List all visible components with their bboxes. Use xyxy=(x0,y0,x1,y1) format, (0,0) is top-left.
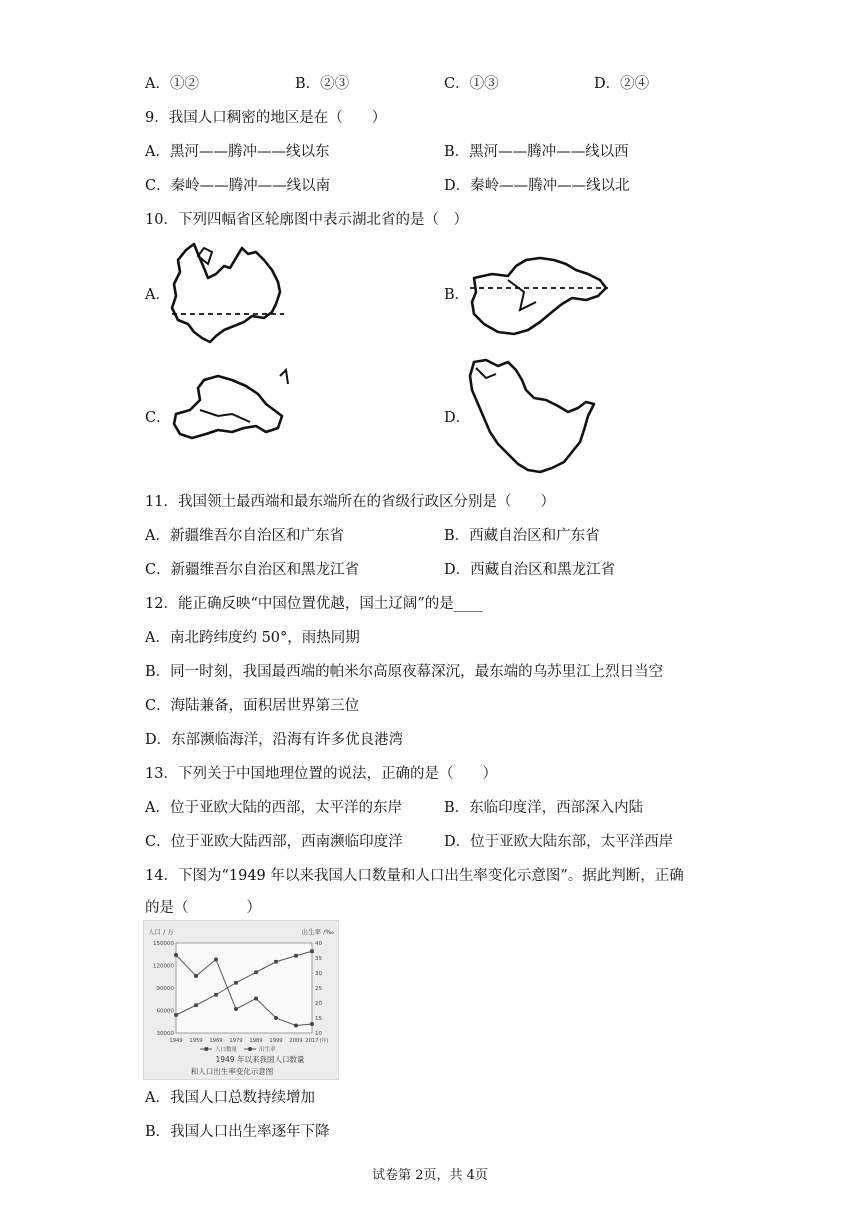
legend-label-birth-rate: 出生率 xyxy=(259,1047,276,1053)
population-point xyxy=(274,960,278,964)
x-tick-label: 2009 xyxy=(289,1038,303,1044)
q13-stem: 13．下列关于中国地理位置的说法，正确的是（ ） xyxy=(145,766,497,782)
y-right-tick-label: 40 xyxy=(315,941,322,947)
y-left-tick-label: 60000 xyxy=(156,1008,174,1015)
q12-option-c: C．海陆兼备，面积居世界第三位 xyxy=(145,698,360,714)
map-outline-c xyxy=(170,366,292,446)
y-right-axis-label: 出生率 /‰ xyxy=(301,928,334,936)
q11-option-b: B．西藏自治区和广东省 xyxy=(444,528,600,544)
q13-option-c: C．位于亚欧大陆西部，西南濒临印度洋 xyxy=(145,834,403,850)
y-left-tick-label: 150000 xyxy=(153,941,174,947)
y-right-tick-label: 15 xyxy=(315,1016,322,1022)
q13-option-a: A．位于亚欧大陆的西部，太平洋的东岸 xyxy=(145,800,402,816)
q8-option-a: A．①② xyxy=(145,76,199,92)
x-axis-unit: (年) xyxy=(319,1038,329,1044)
q12-option-a: A．南北跨纬度约 50°，雨热同期 xyxy=(145,630,360,646)
birth-rate-point xyxy=(254,997,258,1001)
x-tick-label: 1989 xyxy=(249,1038,263,1044)
x-tick-label: 1999 xyxy=(269,1038,283,1044)
q9-option-d: D．秦岭——腾冲——线以北 xyxy=(444,178,630,194)
birth-rate-point xyxy=(194,974,198,978)
x-tick-label: 1969 xyxy=(209,1038,223,1044)
population-point xyxy=(294,954,298,958)
y-right-tick-label: 30 xyxy=(315,971,322,977)
y-right-tick-label: 25 xyxy=(315,986,322,992)
q8-option-c: C．①③ xyxy=(444,76,499,92)
birth-rate-point xyxy=(234,1007,238,1011)
population-point xyxy=(174,1013,178,1017)
plot-area xyxy=(176,943,312,1033)
q14-option-b: B．我国人口出生率逐年下降 xyxy=(145,1124,330,1140)
chart-caption-line1: 1949 年以来我国人口数量 xyxy=(215,1055,305,1064)
y-left-axis-label: 人口 / 万 xyxy=(148,928,174,936)
map-outline-b xyxy=(468,252,610,340)
x-tick-label: 1949 xyxy=(169,1038,183,1044)
population-chart xyxy=(143,920,339,1080)
y-left-tick-label: 30000 xyxy=(156,1031,174,1037)
q9-option-a: A．黑河——腾冲——线以东 xyxy=(145,144,330,160)
y-right-tick-label: 35 xyxy=(315,956,322,962)
y-left-tick-label: 90000 xyxy=(156,986,174,992)
legend-marker-population xyxy=(205,1047,209,1051)
y-left-tick-label: 120000 xyxy=(153,963,174,970)
birth-rate-point xyxy=(274,1016,278,1020)
q8-option-d: D．②④ xyxy=(594,76,650,92)
legend-label-population: 人口数量 xyxy=(215,1047,238,1053)
y-right-tick-label: 10 xyxy=(315,1031,322,1037)
q14-stem-line2: 的是（ ） xyxy=(145,900,261,916)
q11-option-a: A．新疆维吾尔自治区和广东省 xyxy=(145,528,344,544)
q12-option-d: D．东部濒临海洋，沿海有许多优良港湾 xyxy=(145,732,404,748)
birth-rate-point xyxy=(310,1022,314,1026)
q10-option-b-label: B． xyxy=(444,287,470,303)
x-tick-label: 2017 xyxy=(305,1038,319,1044)
q12-stem: 12．能正确反映“中国位置优越，国土辽阔”的是____ xyxy=(145,596,483,612)
q14-option-a: A．我国人口总数持续增加 xyxy=(145,1090,315,1106)
population-point xyxy=(214,993,218,997)
q11-stem: 11．我国领土最西端和最东端所在的省级行政区分别是（ ） xyxy=(145,494,555,510)
q10-option-d-label: D． xyxy=(444,410,471,426)
birth-rate-point xyxy=(294,1024,298,1028)
x-tick-label: 1959 xyxy=(189,1038,203,1044)
page-footer: 试卷第 2页，共 4页 xyxy=(372,1168,488,1183)
legend-marker-birth-rate xyxy=(248,1047,252,1051)
q9-option-b: B．黑河——腾冲——线以西 xyxy=(444,144,629,160)
birth-rate-point xyxy=(174,953,178,957)
birth-rate-point xyxy=(214,958,218,962)
q10-option-a-label: A． xyxy=(145,287,170,303)
x-tick-label: 1979 xyxy=(229,1038,243,1044)
q13-option-d: D．位于亚欧大陆东部，太平洋西岸 xyxy=(444,834,674,850)
population-point xyxy=(310,949,314,953)
q10-option-c-label: C． xyxy=(145,410,171,426)
y-right-tick-label: 20 xyxy=(315,1001,322,1007)
q8-option-b: B．②③ xyxy=(295,76,350,92)
population-point xyxy=(234,981,238,985)
map-outline-a xyxy=(168,238,286,348)
population-point xyxy=(194,1003,198,1007)
q12-option-b: B．同一时刻，我国最西端的帕米尔高原夜幕深沉，最东端的乌苏里江上烈日当空 xyxy=(145,664,664,680)
q9-stem: 9．我国人口稠密的地区是在（ ） xyxy=(145,110,387,126)
population-chart-svg xyxy=(144,921,338,1079)
q11-option-d: D．西藏自治区和黑龙江省 xyxy=(444,562,616,578)
q14-stem-line1: 14．下图为“1949 年以来我国人口数量和人口出生率变化示意图”。据此判断，正确 xyxy=(145,868,684,884)
population-point xyxy=(254,970,258,974)
q13-option-b: B．东临印度洋，西部深入内陆 xyxy=(444,800,644,816)
q9-option-c: C．秦岭——腾冲——线以南 xyxy=(145,178,331,194)
q11-option-c: C．新疆维吾尔自治区和黑龙江省 xyxy=(145,562,360,578)
q10-stem: 10．下列四幅省区轮廓图中表示湖北省的是（ ） xyxy=(145,212,468,228)
map-outline-d xyxy=(468,354,598,476)
chart-caption-line2: 和人口出生率变化示意图 xyxy=(190,1067,274,1076)
